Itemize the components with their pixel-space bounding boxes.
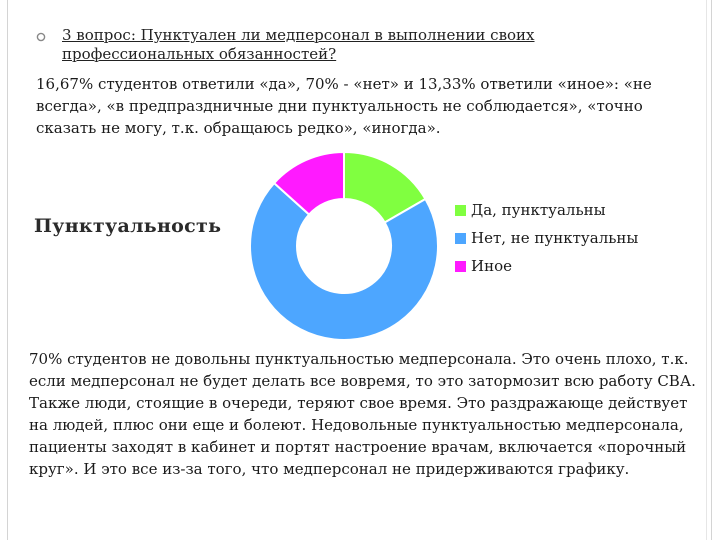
frame-left-line xyxy=(7,0,8,540)
legend-swatch-other xyxy=(455,261,466,272)
question-bullet xyxy=(36,26,676,64)
frame-inner-right-line xyxy=(706,0,707,540)
legend-label-other: Иное xyxy=(471,257,512,275)
legend-item-other xyxy=(455,256,638,284)
legend-item-yes xyxy=(455,200,638,228)
legend-swatch-no xyxy=(455,233,466,244)
legend-item-no xyxy=(455,228,638,256)
donut-chart xyxy=(248,150,440,342)
conclusion-paragraph: 70% студентов не довольны пунктуальностью медперсонала. Это очень плохо, т.к. если медперсонал не будет делать все вовремя, то это затормозит всю работу СВА. Также люди, стоящие в очереди, теряют свое время. Это раздражающе действует на людей, плюс они еще и болеют. Недовольные пунктуальностью медперсонала, пациенты заходят в кабинет и портят настроение врачам, включается «порочный круг». И это все из-за того, что медперсонал не придерживаются графику. xyxy=(29,350,696,478)
chart-legend xyxy=(455,200,638,284)
legend-label-no: Нет, не пунктуальны xyxy=(471,229,639,247)
frame-right-line xyxy=(711,0,712,540)
circle-bullet-icon xyxy=(36,32,46,42)
legend-label-yes: Да, пунктуальны xyxy=(471,201,606,219)
results-paragraph: 16,67% студентов ответили «да», 70% - «нет» и 13,33% ответили «иное»: «не всегда», «в предпраздничные дни пунктуальность не соблюдается», «точно сказать не могу, т.к. обращаюсь редко», «иногда». xyxy=(36,75,652,137)
question-text: 3 вопрос: Пунктуален ли медперсонал в выполнении своих профессиональных обязанностей? xyxy=(62,26,535,63)
chart-title: Пунктуальность xyxy=(34,215,222,237)
legend-swatch-yes xyxy=(455,205,466,216)
